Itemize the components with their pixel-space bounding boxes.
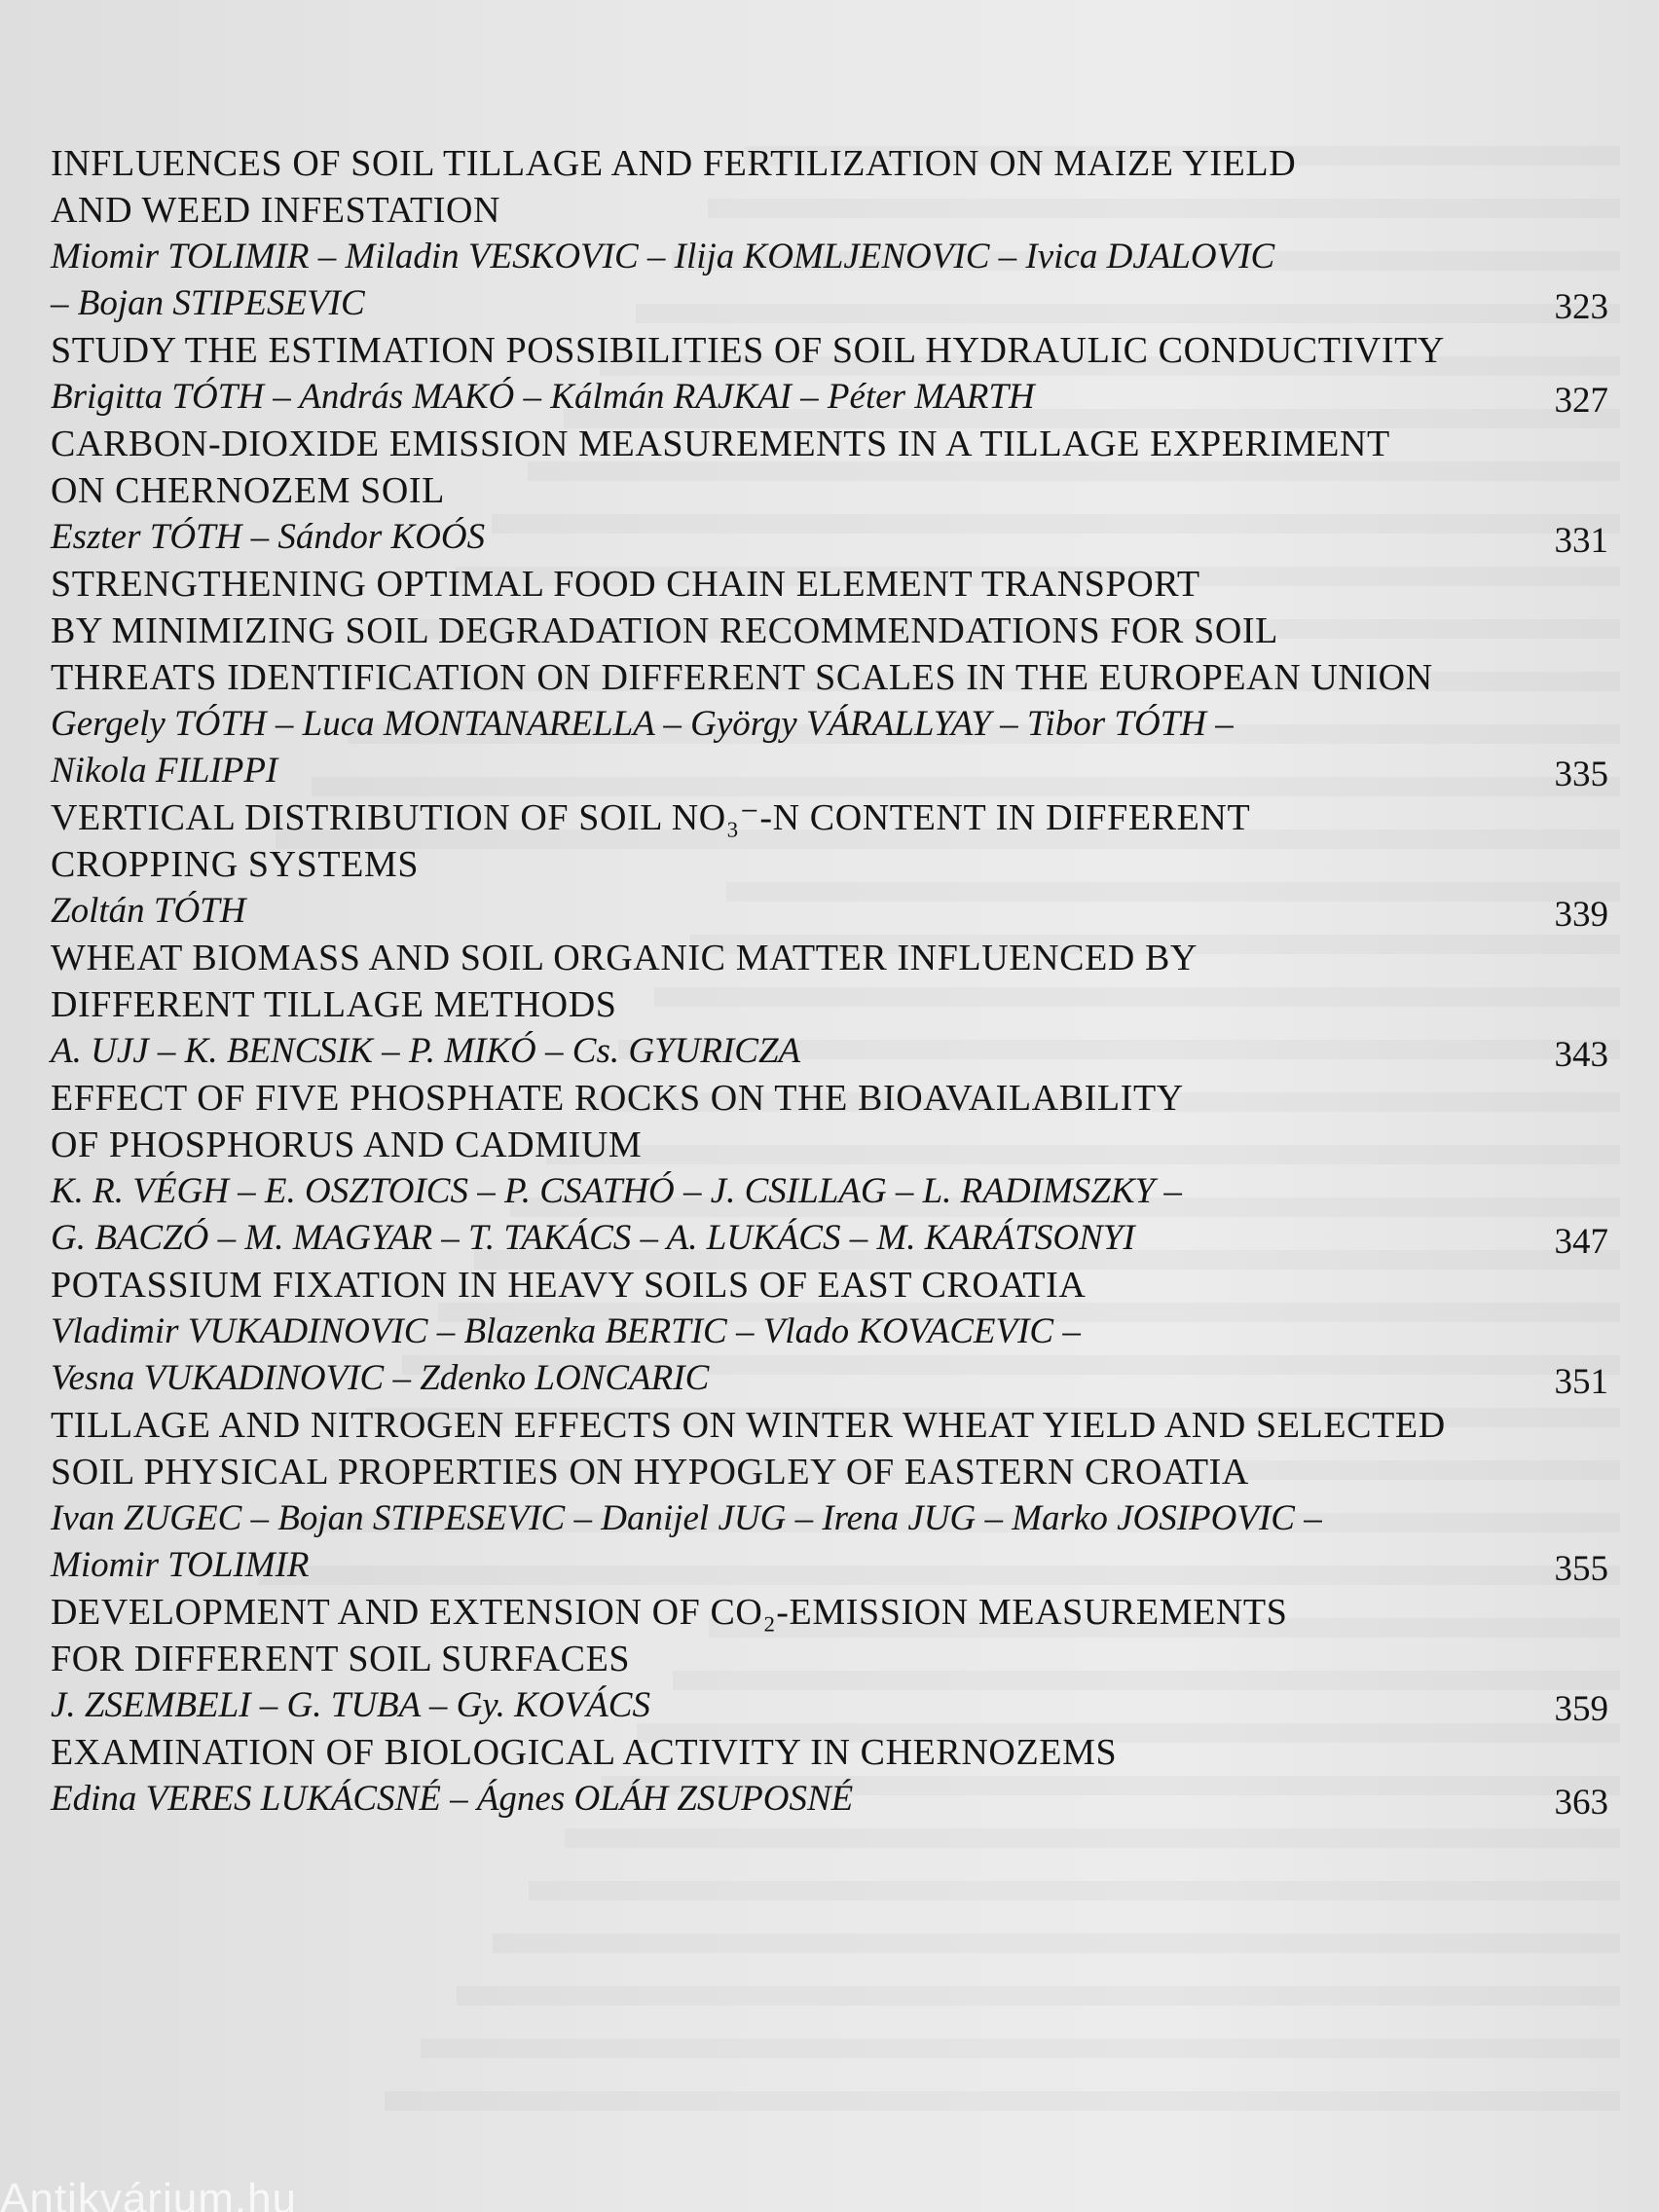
entry-title-line: TILLAGE AND NITROGEN EFFECTS ON WINTER WHEAT YIELD AND SELECTED: [51, 1405, 1446, 1446]
entry-title-line: BY MINIMIZING SOIL DEGRADATION RECOMMENDATIONS FOR SOIL: [51, 610, 1278, 651]
entry-authors-line: A. UJJ – K. BENCSIK – P. MIKÓ – Cs. GYURICZA: [51, 1031, 801, 1071]
bleed-line: [457, 1986, 1620, 2006]
entry-page-number: 347: [1554, 1222, 1608, 1262]
entry-page-number: 331: [1554, 521, 1608, 561]
entry-title-line: SOIL PHYSICAL PROPERTIES ON HYPOGLEY OF EASTERN CROATIA: [51, 1452, 1249, 1493]
toc-entry: [51, 1075, 1608, 1262]
entry-title-line: INFLUENCES OF SOIL TILLAGE AND FERTILIZATION ON MAIZE YIELD: [51, 143, 1297, 184]
toc-entry: [51, 327, 1608, 421]
entry-title-line: OF PHOSPHORUS AND CADMIUM: [51, 1124, 643, 1165]
toc-entry: [51, 561, 1608, 794]
entry-title-line: CROPPING SYSTEMS: [51, 844, 420, 885]
entry-title-line: AND WEED INFESTATION: [51, 190, 501, 231]
entry-page-number: 327: [1554, 381, 1608, 421]
entry-page-number: 359: [1554, 1689, 1608, 1729]
entry-authors-line: Nikola FILIPPI: [51, 751, 278, 791]
entry-page-number: 363: [1554, 1783, 1608, 1823]
entry-page-number: 343: [1554, 1035, 1608, 1075]
entry-authors-line: Edina VERES LUKÁCSNÉ – Ágnes OLÁH ZSUPOSNÉ: [51, 1779, 854, 1819]
entry-page-number: 339: [1554, 895, 1608, 935]
entry-title-line: EFFECT OF FIVE PHOSPHATE ROCKS ON THE BIOAVAILABILITY: [51, 1078, 1184, 1119]
bleed-line: [385, 2091, 1620, 2111]
toc-entry: [51, 1262, 1608, 1402]
entry-authors-line: Miomir TOLIMIR: [51, 1545, 310, 1585]
entry-authors-line: Brigitta TÓTH – András MAKÓ – Kálmán RAJKAI – Péter MARTH: [51, 377, 1035, 417]
entry-title-line: POTASSIUM FIXATION IN HEAVY SOILS OF EAST CROATIA: [51, 1265, 1087, 1306]
entry-authors-line: K. R. VÉGH – E. OSZTOICS – P. CSATHÓ – J. CSILLAG – L. RADIMSZKY –: [51, 1171, 1182, 1211]
entry-title-line: THREATS IDENTIFICATION ON DIFFERENT SCALES IN THE EUROPEAN UNION: [51, 657, 1433, 698]
toc-entry: [51, 421, 1608, 561]
entry-authors-line: Vesna VUKADINOVIC – Zdenko LONCARIC: [51, 1358, 710, 1398]
entry-title-line: DIFFERENT TILLAGE METHODS: [51, 984, 617, 1025]
toc-entry: [51, 794, 1608, 935]
entry-title-line: STRENGTHENING OPTIMAL FOOD CHAIN ELEMENT TRANSPORT: [51, 564, 1200, 605]
watermark: Antikvárium.hu: [0, 2175, 298, 2212]
entry-page-number: 323: [1554, 287, 1608, 327]
toc-entry: [51, 1589, 1608, 1729]
bleed-line: [421, 2039, 1620, 2058]
entry-authors-line: Miomir TOLIMIR – Miladin VESKOVIC – Ilija KOMLJENOVIC – Ivica DJALOVIC: [51, 237, 1275, 276]
entry-authors-line: Zoltán TÓTH: [51, 891, 246, 931]
entry-authors-line: Gergely TÓTH – Luca MONTANARELLA – György VÁRALLYAY – Tibor TÓTH –: [51, 704, 1234, 744]
entry-authors-line: Vladimir VUKADINOVIC – Blazenka BERTIC – Vlado KOVACEVIC –: [51, 1311, 1081, 1351]
bleed-line: [565, 1828, 1620, 1848]
table-of-contents: [51, 140, 1608, 1823]
toc-entry: [51, 1729, 1608, 1823]
entry-authors-line: Ivan ZUGEC – Bojan STIPESEVIC – Danijel JUG – Irena JUG – Marko JOSIPOVIC –: [51, 1498, 1322, 1538]
bleed-line: [493, 1934, 1620, 1953]
entry-authors-line: – Bojan STIPESEVIC: [51, 283, 365, 323]
toc-entry: [51, 140, 1608, 327]
entry-page-number: 355: [1554, 1549, 1608, 1589]
entry-authors-line: J. ZSEMBELI – G. TUBA – Gy. KOVÁCS: [51, 1685, 650, 1725]
entry-authors-line: Eszter TÓTH – Sándor KOÓS: [51, 517, 486, 557]
entry-title-line: WHEAT BIOMASS AND SOIL ORGANIC MATTER INFLUENCED BY: [51, 938, 1198, 978]
bleed-line: [529, 1881, 1620, 1900]
toc-entry: [51, 935, 1608, 1075]
entry-title-line: EXAMINATION OF BIOLOGICAL ACTIVITY IN CHERNOZEMS: [51, 1732, 1118, 1773]
entry-title-line: CARBON-DIOXIDE EMISSION MEASUREMENTS IN A TILLAGE EXPERIMENT: [51, 424, 1390, 464]
entry-page-number: 335: [1554, 755, 1608, 794]
entry-title-line: FOR DIFFERENT SOIL SURFACES: [51, 1639, 631, 1679]
entry-title-line: STUDY THE ESTIMATION POSSIBILITIES OF SOIL HYDRAULIC CONDUCTIVITY: [51, 330, 1445, 371]
entry-title-line: DEVELOPMENT AND EXTENSION OF CO₂-EMISSION MEASUREMENTS: [51, 1592, 1288, 1633]
toc-entry: [51, 1402, 1608, 1589]
entry-title-line: VERTICAL DISTRIBUTION OF SOIL NO₃⁻-N CONTENT IN DIFFERENT: [51, 797, 1251, 838]
entry-authors-line: G. BACZÓ – M. MAGYAR – T. TAKÁCS – A. LUKÁCS – M. KARÁTSONYI: [51, 1218, 1135, 1258]
entry-title-line: ON CHERNOZEM SOIL: [51, 470, 445, 511]
entry-page-number: 351: [1554, 1362, 1608, 1402]
